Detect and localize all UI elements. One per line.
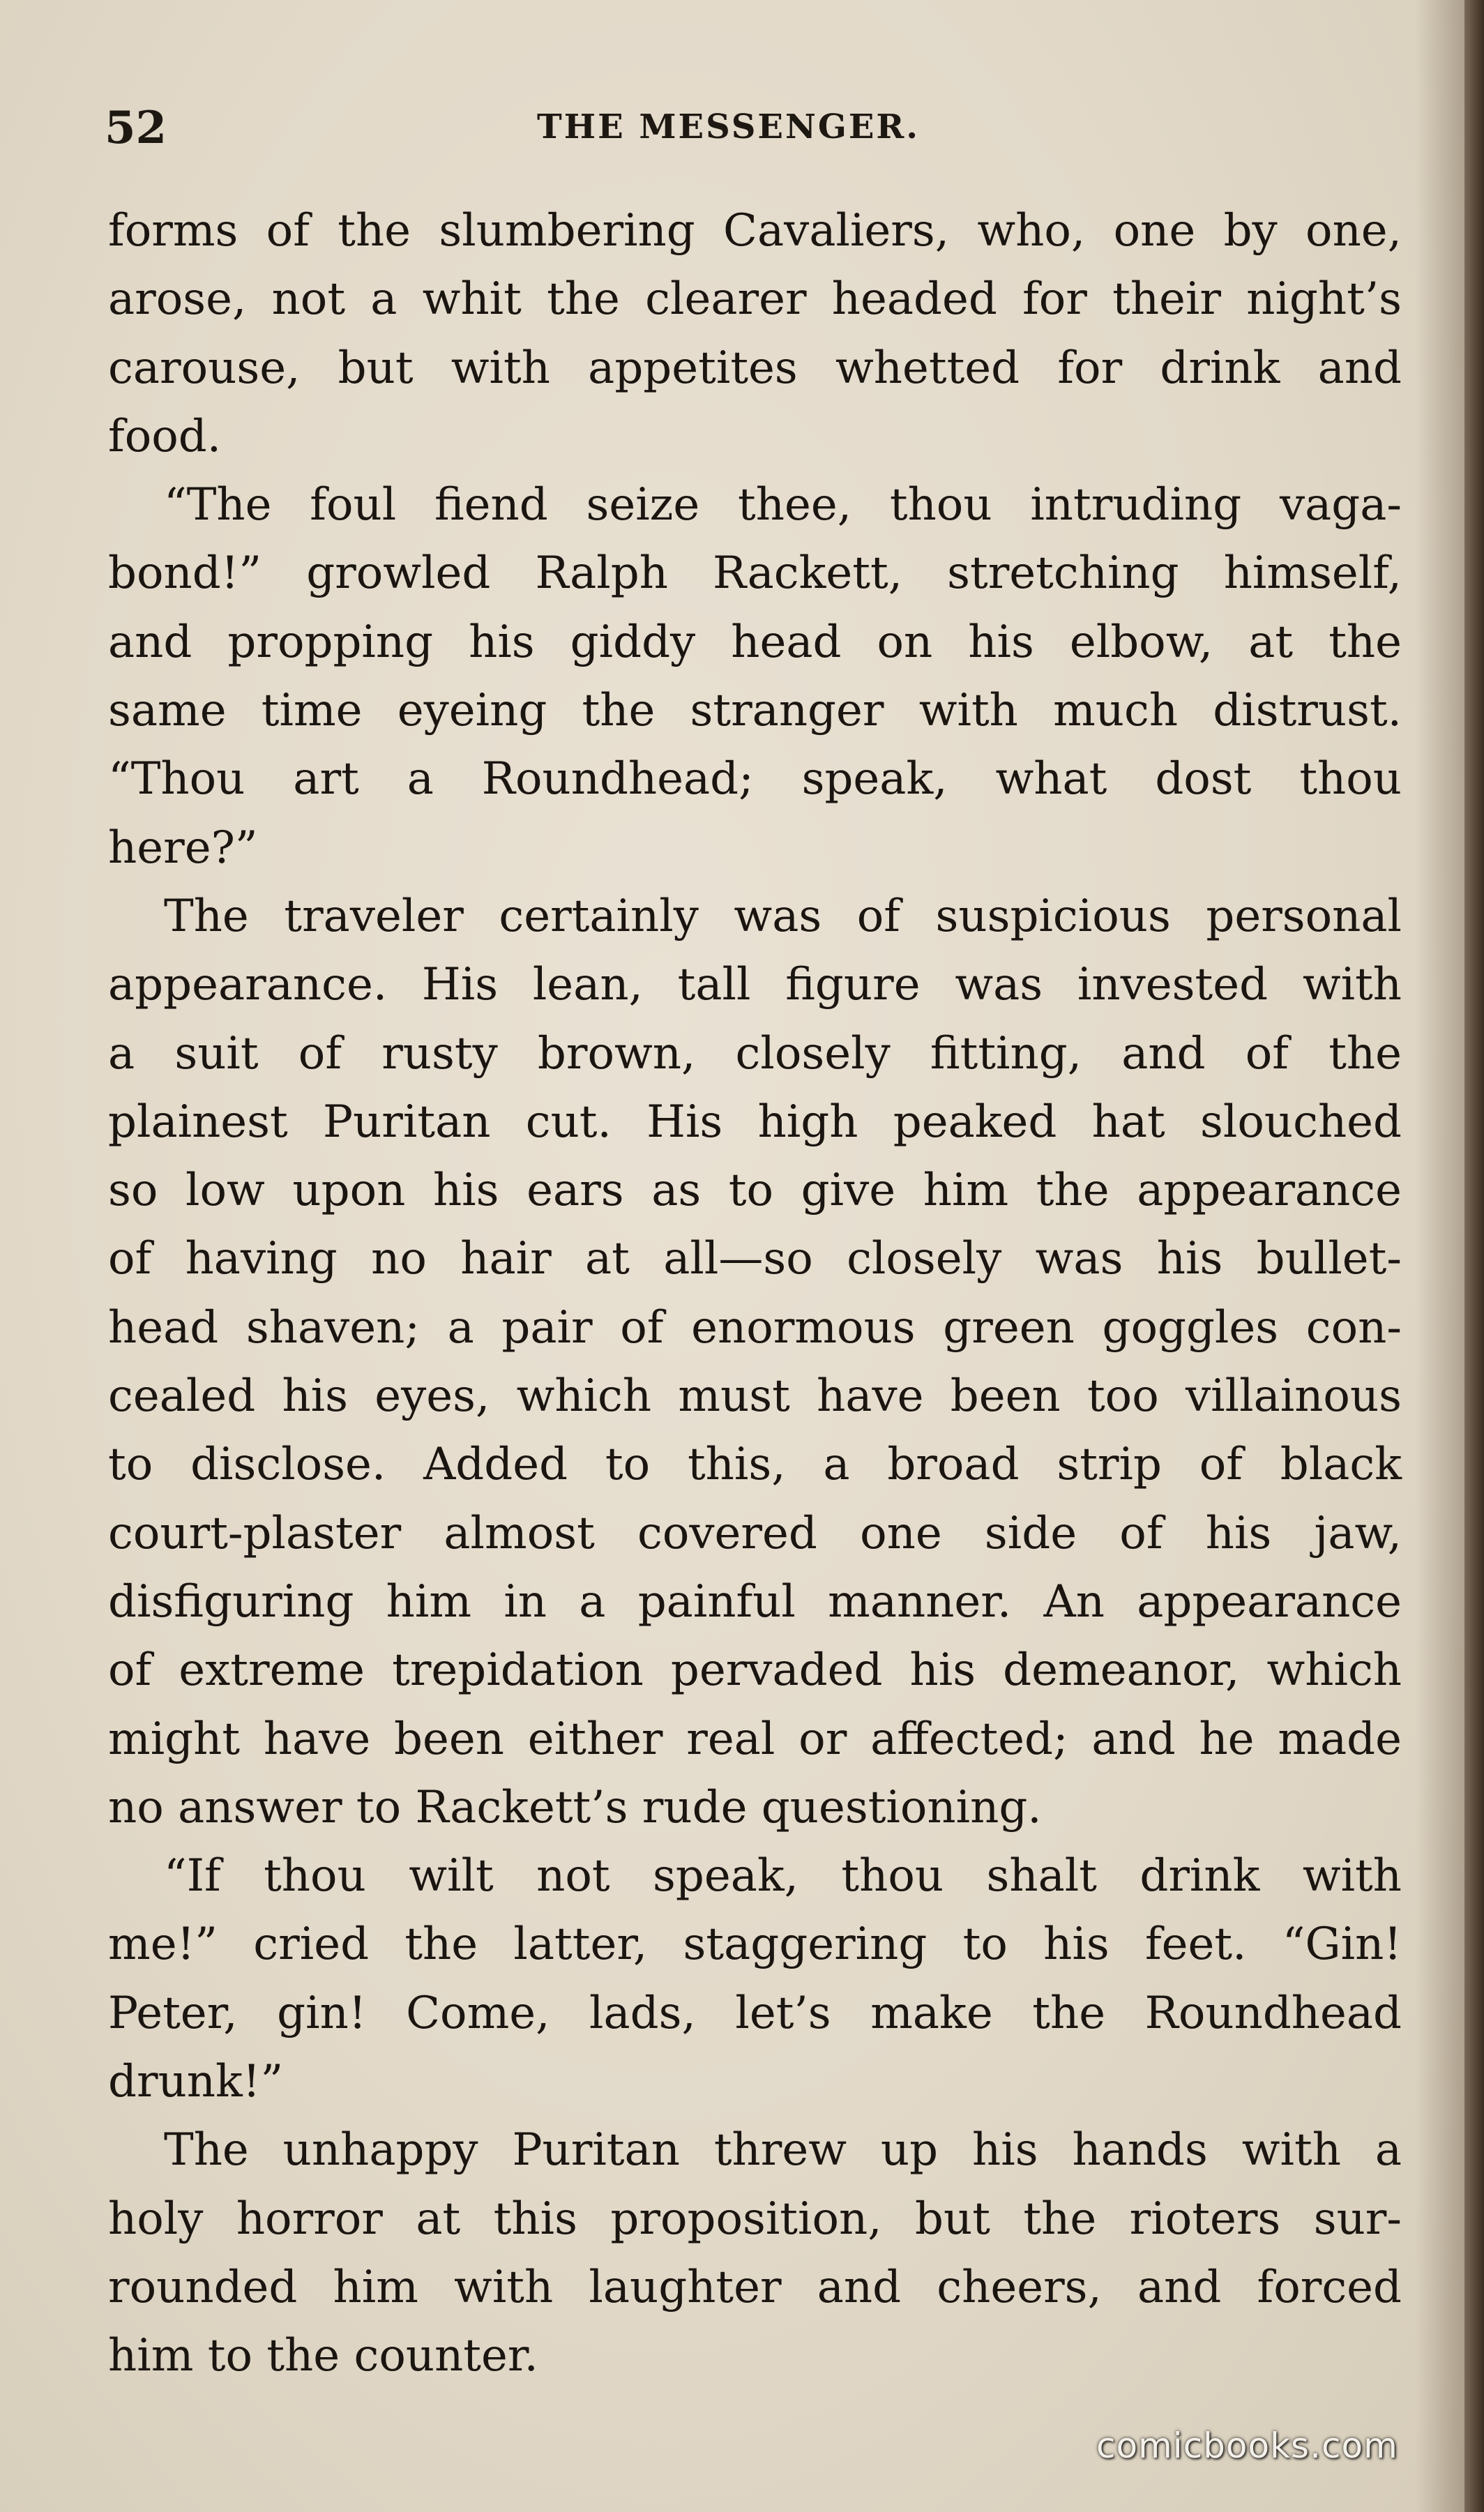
text-line: so low upon his ears as to give him the appearance bbox=[108, 1165, 1402, 1217]
text-line: me!” cried the latter, staggering to his feet. “Gin! bbox=[108, 1919, 1402, 1971]
text-line: cealed his eyes, which must have been too villainous bbox=[108, 1370, 1402, 1423]
text-line: of extreme trepidation pervaded his demeanor, which bbox=[108, 1644, 1402, 1697]
body-text bbox=[108, 197, 1402, 2391]
text-line: bond!” growled Ralph Rackett, stretching himself, bbox=[108, 547, 1402, 600]
text-line: and propping his giddy head on his elbow, at the bbox=[108, 616, 1402, 668]
page-header bbox=[105, 98, 1381, 160]
text-line: a suit of rusty brown, closely fitting, and of the bbox=[108, 1027, 1402, 1080]
watermark: comicbooks.com bbox=[1096, 2426, 1398, 2466]
text-line: arose, not a whit the clearer headed for their night’s bbox=[108, 273, 1402, 326]
text-line: might have been either real or affected; and he made bbox=[108, 1713, 1402, 1765]
text-line: Peter, gin! Come, lads, let’s make the Roundhead bbox=[108, 1987, 1402, 2039]
text-line: disfiguring him in a painful manner. An appearance bbox=[108, 1575, 1402, 1628]
text-line: rounded him with laughter and cheers, and forced bbox=[108, 2261, 1402, 2313]
book-spine-edge bbox=[1464, 0, 1484, 2512]
text-line: food. bbox=[108, 410, 222, 462]
text-line: plainest Puritan cut. His high peaked hat slouched bbox=[108, 1096, 1402, 1148]
text-line: court-plaster almost covered one side of his jaw, bbox=[108, 1507, 1402, 1559]
text-line: here?” bbox=[108, 822, 258, 874]
text-line: head shaven; a pair of enormous green goggles con- bbox=[108, 1301, 1402, 1354]
text-line: “Thou art a Roundhead; speak, what dost thou bbox=[108, 753, 1402, 805]
text-line: him to the counter. bbox=[108, 2330, 538, 2382]
text-line: The unhappy Puritan threw up his hands with a bbox=[164, 2124, 1402, 2177]
page-number: 52 bbox=[105, 102, 167, 154]
text-line: to disclose. Added to this, a broad strip of black bbox=[108, 1439, 1402, 1491]
text-line: appearance. His lean, tall figure was invested with bbox=[108, 959, 1402, 1011]
text-line: carouse, but with appetites whetted for drink and bbox=[108, 342, 1402, 394]
text-line: The traveler certainly was of suspicious personal bbox=[164, 890, 1402, 942]
text-line: same time eyeing the stranger with much distrust. bbox=[108, 685, 1402, 737]
text-line: “The foul fiend seize thee, thou intruding vaga- bbox=[164, 479, 1402, 531]
running-head: THE MESSENGER. bbox=[537, 107, 920, 146]
text-line: drunk!” bbox=[108, 2056, 284, 2108]
text-line: “If thou wilt not speak, thou shalt drink with bbox=[164, 1850, 1402, 1902]
text-line: of having no hair at all—so closely was his bullet- bbox=[108, 1233, 1402, 1285]
text-line: holy horror at this proposition, but the rioters sur- bbox=[108, 2193, 1402, 2245]
text-line: forms of the slumbering Cavaliers, who, one by one, bbox=[108, 205, 1402, 257]
text-line: no answer to Rackett’s rude questioning. bbox=[108, 1781, 1042, 1833]
